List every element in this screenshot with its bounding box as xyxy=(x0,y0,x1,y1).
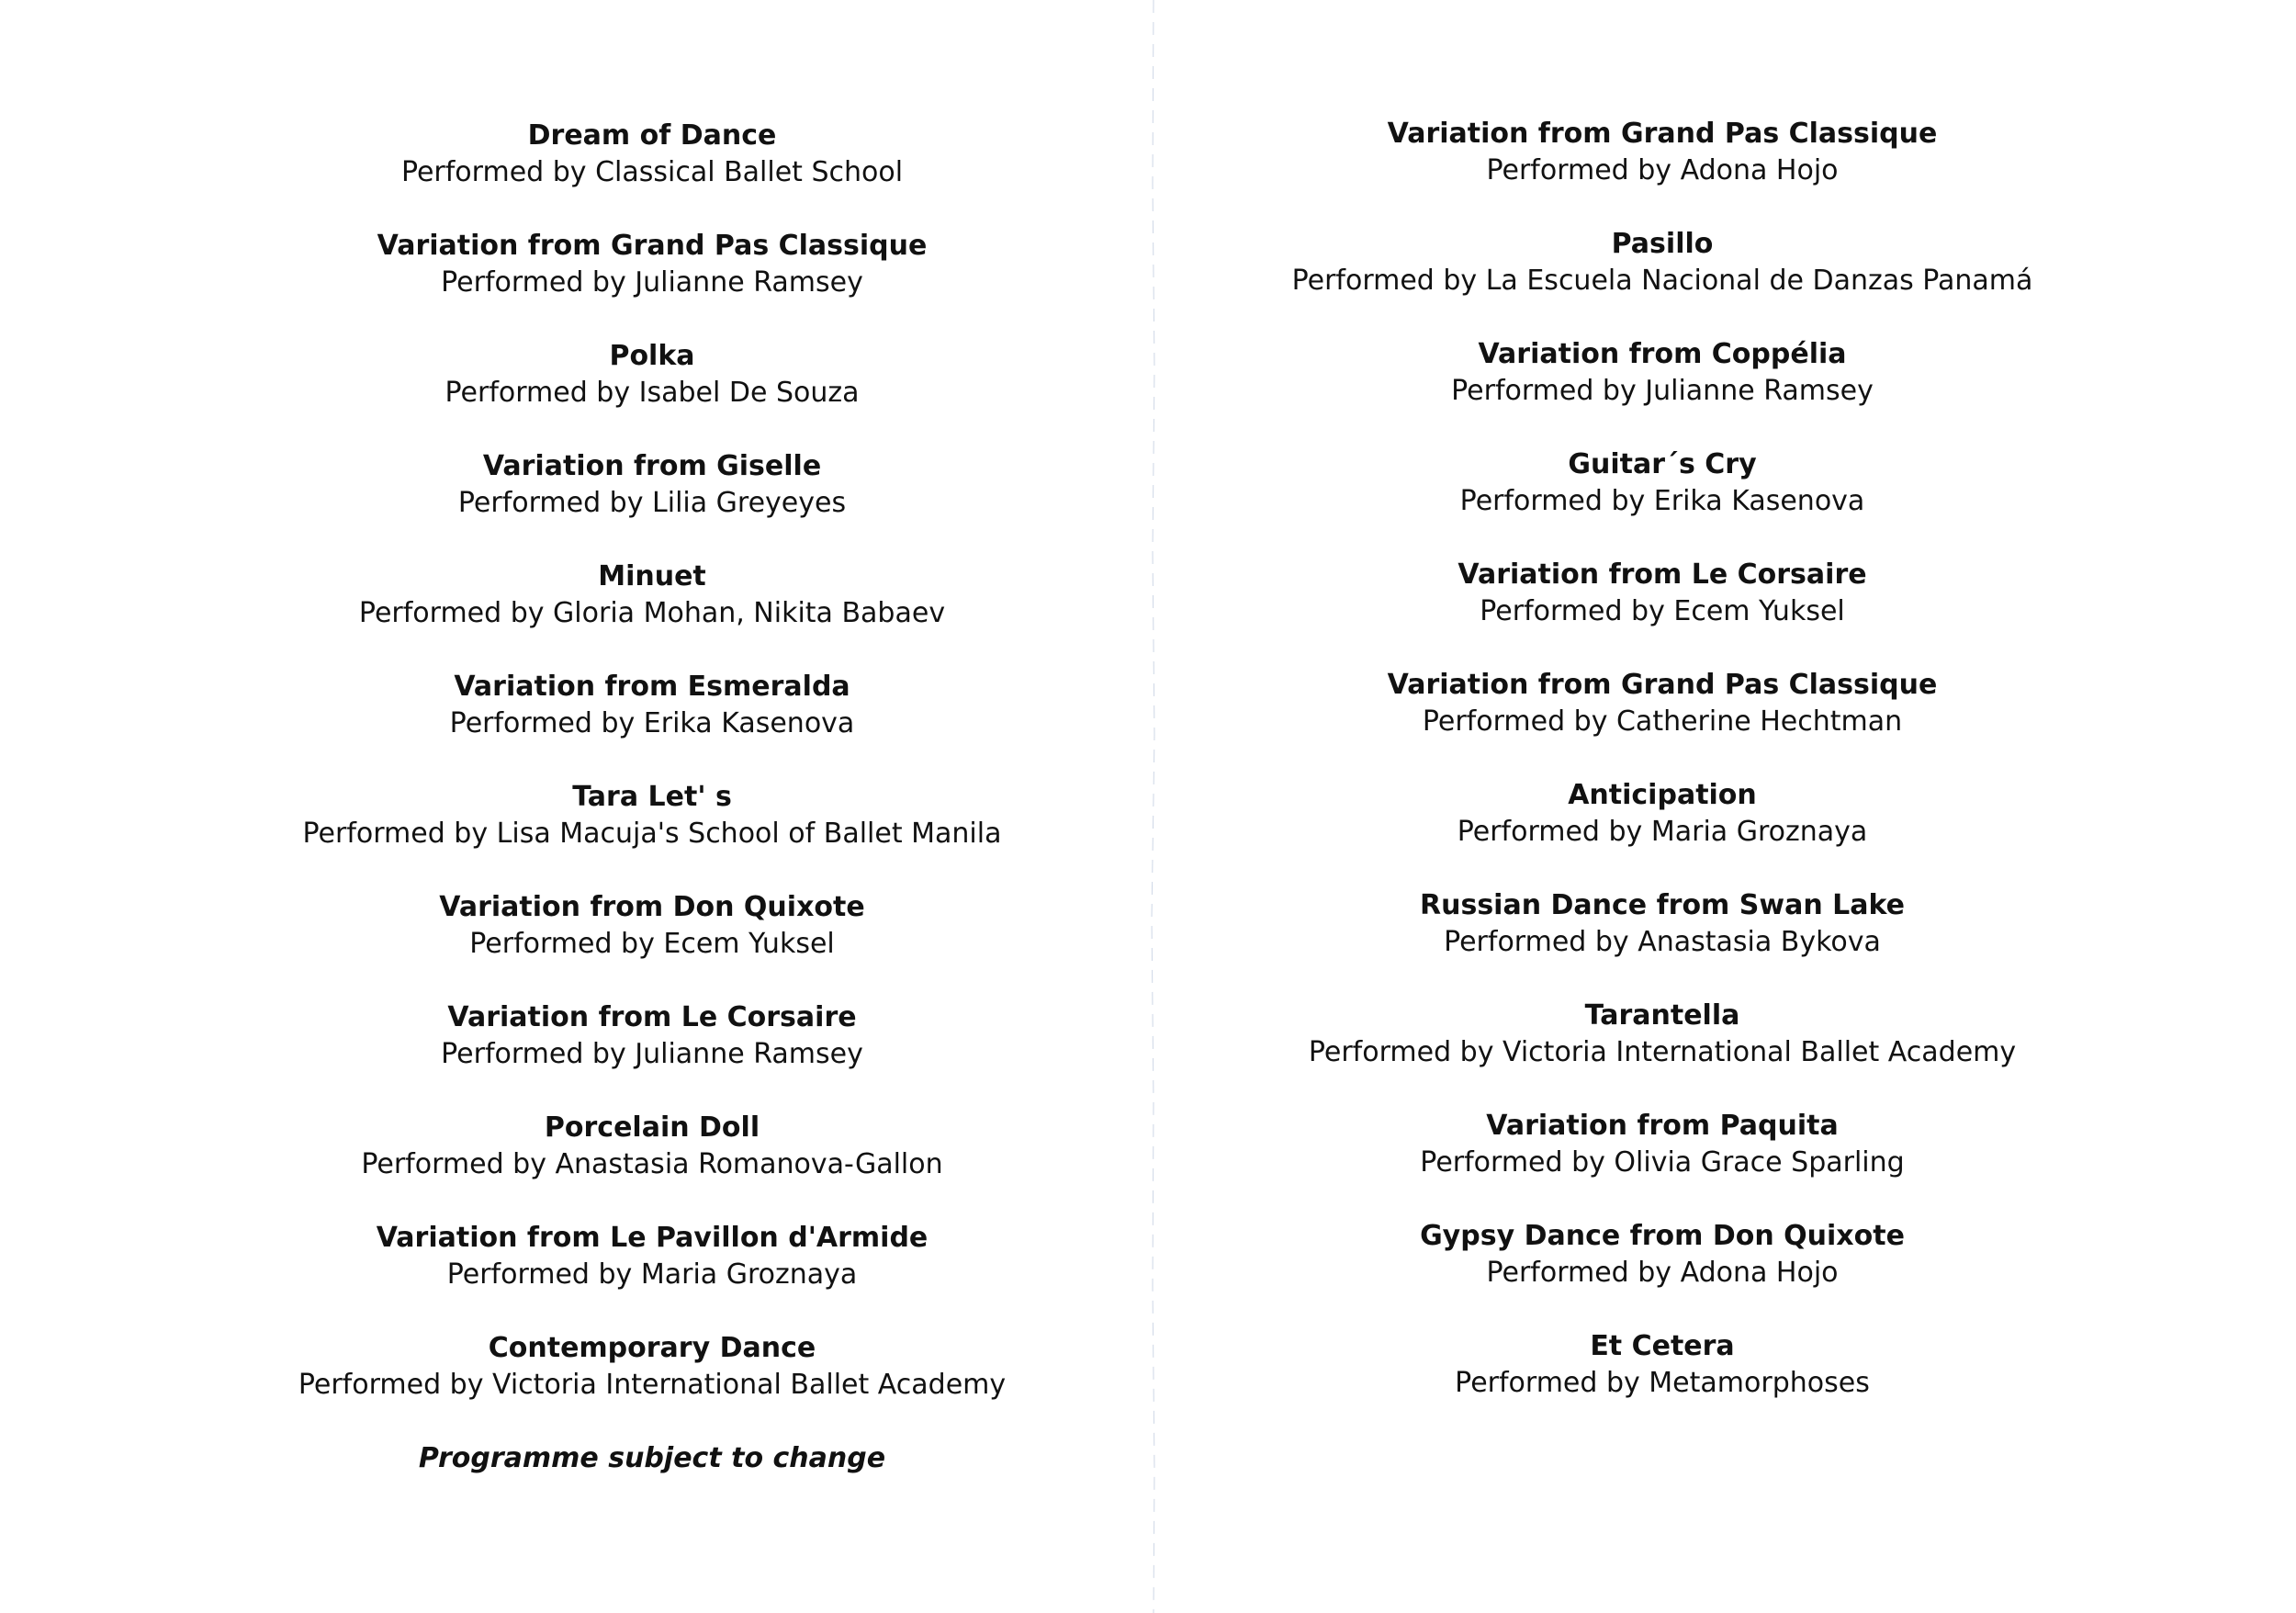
performer-credit: Performed by Anastasia Romanova-Gallon xyxy=(361,1148,943,1180)
piece-title: Tara Let' s xyxy=(572,781,732,813)
piece-title: Variation from Le Pavillon d'Armide xyxy=(376,1222,929,1254)
performer-credit: Performed by Lilia Greyeyes xyxy=(457,487,847,519)
piece-title: Pasillo xyxy=(1611,228,1714,260)
programme-item xyxy=(101,889,1203,999)
right-programme-list xyxy=(1157,116,2167,1438)
performer-credit: Performed by Maria Groznaya xyxy=(1457,816,1868,848)
piece-title: Porcelain Doll xyxy=(544,1111,760,1144)
programme-item xyxy=(1157,557,2167,667)
piece-title: Polka xyxy=(609,340,695,372)
programme-item xyxy=(101,1330,1203,1440)
programme-item xyxy=(1157,887,2167,998)
piece-title: Contemporary Dance xyxy=(488,1332,816,1364)
performer-credit: Performed by Catherine Hechtman xyxy=(1422,705,1903,738)
programme-item xyxy=(101,118,1203,228)
performer-credit: Performed by Erika Kasenova xyxy=(1459,485,1865,517)
piece-title: Variation from Esmeralda xyxy=(454,671,850,703)
performer-credit: Performed by Victoria International Ballet Academy xyxy=(1308,1036,2017,1068)
programme-item xyxy=(101,1110,1203,1220)
performer-credit: Performed by Julianne Ramsey xyxy=(441,266,863,299)
programme-item xyxy=(1157,777,2167,887)
performer-credit: Performed by Julianne Ramsey xyxy=(441,1038,863,1070)
piece-title: Russian Dance from Swan Lake xyxy=(1420,889,1905,921)
piece-title: Variation from Grand Pas Classique xyxy=(1387,669,1938,701)
piece-title: Dream of Dance xyxy=(527,119,777,152)
programme-item xyxy=(1157,116,2167,226)
programme-item xyxy=(1157,1328,2167,1438)
performer-credit: Performed by Maria Groznaya xyxy=(446,1258,858,1291)
programme-item xyxy=(101,448,1203,558)
performer-credit: Performed by Metamorphoses xyxy=(1455,1367,1870,1399)
performer-credit: Performed by Adona Hojo xyxy=(1486,154,1839,186)
piece-title: Variation from Don Quixote xyxy=(439,891,865,923)
performer-credit: Performed by Isabel De Souza xyxy=(445,377,860,409)
performer-credit: Performed by Classical Ballet School xyxy=(400,156,904,188)
piece-title: Variation from Grand Pas Classique xyxy=(1387,118,1938,150)
performer-credit: Performed by Ecem Yuksel xyxy=(1480,595,1845,627)
programme-item xyxy=(101,228,1203,338)
performer-credit: Performed by Gloria Mohan, Nikita Babaev xyxy=(358,597,946,629)
programme-item xyxy=(1157,1218,2167,1328)
piece-title: Minuet xyxy=(598,560,706,592)
piece-title: Variation from Paquita xyxy=(1486,1110,1839,1142)
performer-credit: Performed by Victoria International Ballet Academy xyxy=(298,1369,1007,1401)
piece-title: Tarantella xyxy=(1584,999,1740,1032)
programme-item xyxy=(1157,336,2167,446)
programme-item xyxy=(1157,1108,2167,1218)
performer-credit: Performed by Adona Hojo xyxy=(1486,1257,1839,1289)
performer-credit: Performed by Julianne Ramsey xyxy=(1451,375,1874,407)
piece-title: Variation from Giselle xyxy=(482,450,822,482)
piece-title: Gypsy Dance from Don Quixote xyxy=(1420,1220,1905,1252)
programme-item xyxy=(101,1220,1203,1330)
piece-title: Et Cetera xyxy=(1590,1330,1735,1362)
piece-title: Variation from Le Corsaire xyxy=(1458,558,1867,591)
programme-item xyxy=(101,558,1203,669)
performer-credit: Performed by Erika Kasenova xyxy=(449,707,855,739)
performer-credit: Performed by Ecem Yuksel xyxy=(469,928,835,960)
programme-footnote: Programme subject to change xyxy=(418,1442,886,1474)
left-programme-list xyxy=(101,118,1203,1477)
programme-item xyxy=(1157,667,2167,777)
performer-credit: Performed by Lisa Macuja's School of Ballet Manila xyxy=(302,818,1002,850)
piece-title: Variation from Grand Pas Classique xyxy=(377,230,928,262)
performer-credit: Performed by Anastasia Bykova xyxy=(1444,926,1881,958)
programme-item xyxy=(1157,998,2167,1108)
piece-title: Variation from Coppélia xyxy=(1478,338,1847,370)
programme-item xyxy=(101,338,1203,448)
programme-item xyxy=(101,999,1203,1110)
right-page xyxy=(1148,0,2296,1613)
programme-item xyxy=(101,669,1203,779)
performer-credit: Performed by Olivia Grace Sparling xyxy=(1420,1146,1905,1179)
programme-item xyxy=(101,779,1203,889)
piece-title: Variation from Le Corsaire xyxy=(447,1001,857,1033)
piece-title: Anticipation xyxy=(1568,779,1757,811)
piece-title: Guitar´s Cry xyxy=(1568,448,1757,480)
programme-item xyxy=(1157,446,2167,557)
performer-credit: Performed by La Escuela Nacional de Danzas Panamá xyxy=(1291,265,2033,297)
programme-item xyxy=(1157,226,2167,336)
